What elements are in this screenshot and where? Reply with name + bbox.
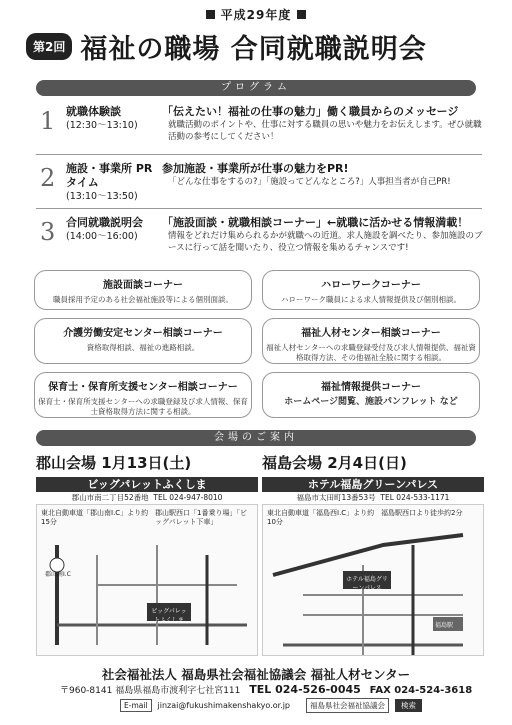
venue-place: ビッグパレットふくしま [36,477,258,492]
footer-fax: FAX 024-524-3618 [369,685,473,696]
program-desc: 就職活動のポイントや、仕事に対する職員の思いや魅力をお伝えします。ぜひ就職活動の参考にしてください！ [168,120,482,142]
access-car: 東北自動車道「福島西I.C」より約10分 [267,509,375,526]
page-title: 福祉の職場 合同就職説明会 [80,33,427,65]
program-item-1 [36,103,482,151]
program-desc: 情報をどれだけ集められるかが就職への近道。求人施設を調べたり、参加施設のブースに行って話を聞いたり、役立つ情報を集めるチャンスです! [168,231,483,253]
corner-body: ハローワーク職員による求人情報提供及び個別相談。 [281,295,461,304]
program-desc: 「どんな仕事をするの?」「施設ってどんなところ?」人事担当者が自己PR! [168,177,451,187]
program-message: 「施設面談・就職相談コーナー」←就職に活かせる情報満載！ [162,216,469,229]
email-tag: E-mail [120,699,152,712]
era-label: 平成29年度 [220,8,292,22]
map-venue-label: ホテル福島グリーンパレス [346,576,388,592]
divider [36,208,482,209]
footer-org: 社会福祉法人 福島県社会福祉協議会 福祉人材センター [101,667,411,682]
corner-kaigo [34,318,252,364]
map-station-label: 福島駅 [435,622,454,629]
square-icon [206,10,215,19]
corner-body: 福祉人材センターへの求職登録受付及び求人情報提供、福祉資格取得方法、その他福祉全般に関する相談。 [266,343,476,362]
access-bus: 郡山駅西口「1番乗り場」「ビッグパレット下車」 [155,509,247,526]
corner-hellowork [262,270,480,310]
venue-fukushima [262,452,484,656]
program-name: 就職体験談 (12:30～13:10) [66,105,138,131]
map-ic-label: 郡山南I.C [45,571,71,578]
corner-title: 保育士・保育所支援センター相談コーナー [48,382,238,393]
footer-address: 〒960-8141 福島県福島市渡利字七社宮111 [60,686,241,696]
title-row [26,26,427,66]
program-item-3 [36,214,482,264]
access-train: 福島駅西口より徒歩約2分 [381,509,463,517]
program-band: プログラム [36,80,476,96]
footer-tel: TEL 024-526-0045 [249,683,361,696]
program-name: 施設・事業所 PR タイム (13:10～13:50) [66,162,153,202]
corner-title: ハローワークコーナー [321,280,421,291]
corner-body: 資格取得相談、福祉の進路相談。 [86,343,200,352]
corner-jinzai [262,318,480,364]
corner-interview [34,270,252,310]
corner-info [262,372,480,418]
program-number: 2 [40,164,56,192]
program-message: 参加施設・事業所が仕事の魅力をPR! [162,162,349,175]
venue-band: 会場のご案内 [36,430,476,446]
map-koriyama [36,504,258,656]
program-message: 「伝えたい！福祉の仕事の魅力」働く職員からのメッセージ [162,105,459,118]
search-box[interactable]: 福島県社会福祉協議会 [306,698,389,713]
access-car: 東北自動車道「郡山南I.C」より約15分 [41,509,149,526]
corner-title: 福祉情報提供コーナー [321,382,421,393]
corner-title: 施設面談コーナー [103,280,183,291]
edition-badge: 第2回 [26,33,72,60]
email-link[interactable]: jinzai@fukushimakenshakyo.or.jp [157,701,291,710]
map-fukushima [262,504,484,656]
corner-hoikushi [34,372,252,418]
map-venue-label: ビッグパレットふくしま [151,608,187,624]
corner-body: ホームページ閲覧、施設パンフレット など [284,397,458,407]
venue-address: 福島市太田町13番53号 TEL 024-533-1171 [296,493,450,502]
venue-koriyama [36,452,258,656]
program-name: 合同就職説明会 (14:00～16:00) [66,216,143,242]
venue-place: ホテル福島グリーンパレス [262,477,484,492]
corner-title: 福祉人材センター相談コーナー [301,328,441,339]
corner-title: 介護労働安定センター相談コーナー [63,328,223,339]
program-item-2 [36,160,482,206]
divider [36,154,482,155]
program-number: 3 [40,218,56,246]
venue-address: 郡山市南二丁目52番地 TEL 024-947-8010 [71,493,223,502]
search-button[interactable]: 検索 [395,699,422,712]
footer-contact [60,683,472,696]
era-line [0,6,512,23]
corner-body: 職員採用予定のある社会福祉施設等による個別面談。 [53,295,233,304]
map-drawing [37,505,258,656]
venue-heading: 郡山会場 1月13日(土) [36,454,192,472]
venue-heading: 福島会場 2月4日(日) [262,454,407,472]
footer-links [120,698,422,713]
program-number: 1 [40,107,56,135]
square-icon [297,10,306,19]
corner-body: 保育士・保育所支援センターへの求職登録及び求人情報、保育士資格取得方法に関する相談。 [38,397,248,416]
